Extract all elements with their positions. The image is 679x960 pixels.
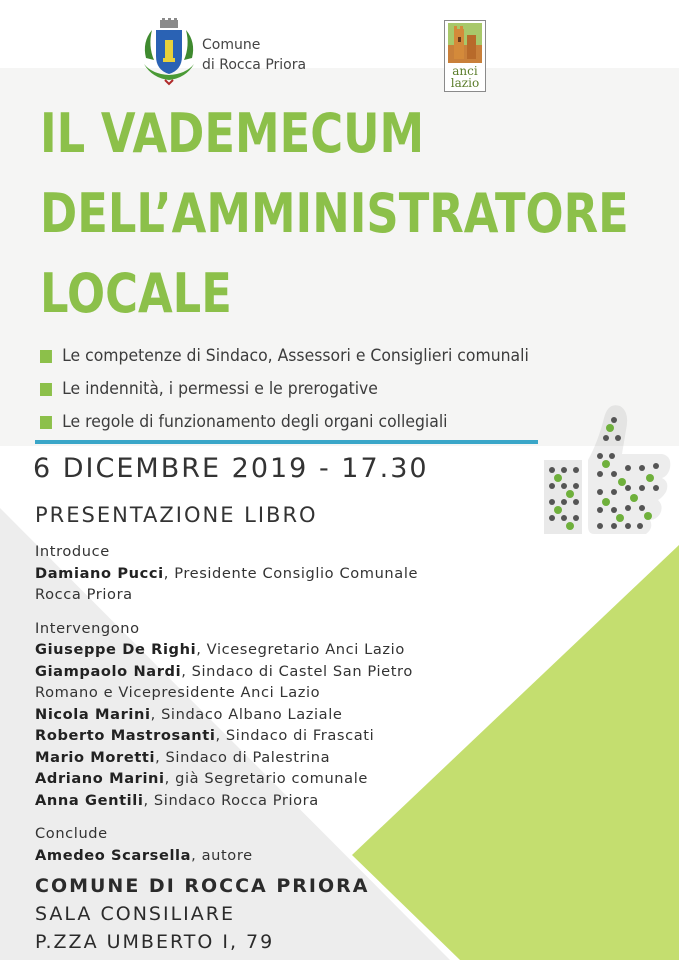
title-line-1: IL VADEMECUM: [40, 102, 425, 165]
thumbs-up-icon: [534, 398, 674, 538]
venue-line-3: P.ZZA UMBERTO I, 79: [35, 931, 275, 953]
speaker-name: Anna Gentili: [35, 791, 144, 809]
speaker-role: , Sindaco di Frascati: [215, 727, 375, 744]
venue-line-1: COMUNE DI ROCCA PRIORA: [35, 875, 370, 897]
introducer-line: [35, 563, 418, 585]
speaker-role: , Sindaco Albano Laziale: [150, 705, 343, 723]
introducer-role-cont: Rocca Priora: [35, 586, 133, 603]
topic-text: Le indennità, i permessi e le prerogative: [62, 379, 378, 399]
topic-item: [40, 373, 529, 406]
anci-text: anci: [452, 64, 478, 78]
speaker-role: , Sindaco di Palestrina: [155, 748, 331, 766]
event-subtitle: PRESENTAZIONE LIBRO: [35, 503, 318, 527]
concluder-line: [35, 845, 418, 867]
speaker-line: [35, 725, 418, 747]
speaker-role: Romano e Vicepresidente Anci Lazio: [35, 684, 321, 701]
speaker-role: , Vicesegretario Anci Lazio: [196, 641, 405, 658]
comune-name: [202, 35, 306, 75]
title-line-2: DELL’AMMINISTRATORE: [40, 182, 629, 245]
anci-lazio-logo-icon: [444, 20, 486, 92]
speaker-line: [35, 747, 418, 769]
conclude-label: Conclude: [35, 825, 108, 842]
comune-line-1: Comune: [202, 37, 261, 53]
program-block: [35, 541, 418, 866]
speaker-line: [35, 639, 418, 661]
topic-item: [40, 406, 529, 439]
speaker-name: Mario Moretti: [35, 748, 156, 766]
topics-list: [40, 340, 571, 439]
comune-coat-of-arms-icon: [138, 18, 200, 88]
event-date: 6 DICEMBRE 2019 - 17.30: [33, 453, 429, 484]
speaker-role: , Sindaco di Castel San Pietro: [181, 662, 413, 680]
concluder-role: , autore: [191, 846, 253, 864]
page-title: [40, 94, 629, 334]
introducer-name: Damiano Pucci: [35, 564, 164, 582]
speaker-line: [35, 704, 418, 726]
speaker-name: Adriano Marini: [35, 770, 165, 787]
bullet-square-icon: [40, 383, 52, 396]
introducer-role: , Presidente Consiglio Comunale: [163, 564, 419, 582]
venue-block: [35, 872, 369, 956]
speaker-role: , Sindaco Rocca Priora: [143, 791, 319, 809]
lazio-text: lazio: [450, 76, 480, 90]
speaker-name: Roberto Mastrosanti: [35, 727, 216, 744]
speaker-line: [35, 682, 418, 704]
speaker-name: Nicola Marini: [35, 705, 151, 723]
speaker-line: [35, 661, 418, 683]
bullet-square-icon: [40, 416, 52, 429]
speakers-label: Intervengono: [35, 619, 140, 637]
speaker-line: [35, 790, 418, 812]
comune-line-2: di Rocca Priora: [202, 57, 307, 73]
speaker-name: Giuseppe De Righi: [35, 641, 197, 658]
topic-text: Le regole di funzionamento degli organi collegiali: [62, 412, 448, 432]
speaker-line: [35, 768, 418, 790]
introduce-label: Introduce: [35, 543, 110, 560]
speaker-role: , già Segretario comunale: [164, 770, 368, 787]
topic-text: Le competenze di Sindaco, Assessori e Consiglieri comunali: [62, 346, 529, 366]
title-line-3: LOCALE: [40, 262, 232, 325]
bullet-square-icon: [40, 350, 52, 363]
speaker-name: Giampaolo Nardi: [35, 662, 182, 680]
venue-line-2: SALA CONSILIARE: [35, 903, 235, 925]
topic-item: [40, 340, 529, 373]
divider-rule: [35, 440, 538, 444]
concluder-name: Amedeo Scarsella: [35, 846, 192, 864]
